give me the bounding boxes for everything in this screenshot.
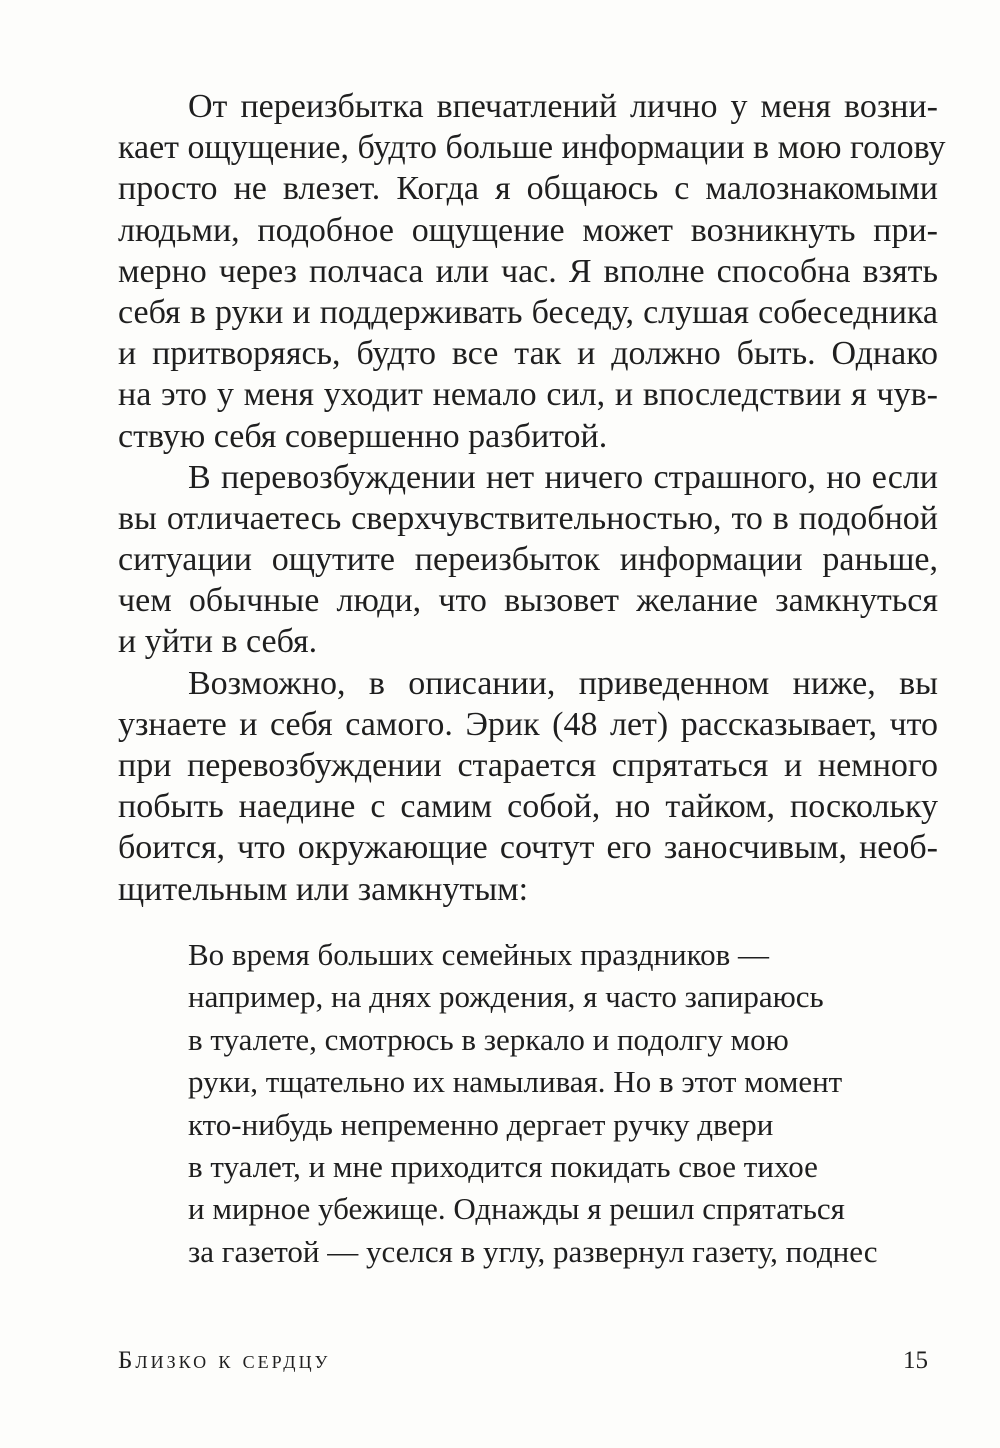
quote-line: Во время больших семейных праздников — xyxy=(188,937,770,972)
page-number: 15 xyxy=(903,1347,928,1374)
text-line: и уйти в себя. xyxy=(118,623,318,661)
quote-line: руки, тщательно их намыливая. Но в этот момент xyxy=(188,1064,843,1100)
text-line: В перевозбуждении нет ничего страшного, но если xyxy=(188,458,938,496)
text-line: при перевозбуждении старается спрятаться и немного xyxy=(118,747,938,784)
text-line: чем обычные люди, что вызовет желание замкнуться xyxy=(118,582,938,620)
text-line: людьми, подобное ощущение может возникнуть при- xyxy=(118,211,938,249)
text-line: на это у меня уходит немало сил, и впоследствии я чув- xyxy=(118,376,938,414)
text-line: ситуации ощутите переизбыток информации раньше, xyxy=(118,541,938,579)
text-line: боится, что окружающие сочтут его заносчивым, необ- xyxy=(118,829,938,867)
text-line: себя в руки и поддерживать беседу, слушая собеседника xyxy=(118,293,938,331)
text-line: мерно через полчаса или час. Я вполне способна взять xyxy=(118,252,938,290)
quote-line: например, на днях рождения, я часто запираюсь xyxy=(188,979,824,1015)
quote-line: кто-нибудь непременно дергает ручку двери xyxy=(188,1106,774,1142)
quote-line: в туалете, смотрюсь в зеркало и подолгу мою xyxy=(188,1021,789,1057)
text-line: побыть наедине с самим собой, но тайком, поскольку xyxy=(118,788,938,826)
text-line: узнаете и себя самого. Эрик (48 лет) рассказывает, что xyxy=(118,705,938,743)
quote-line: и мирное убежище. Однажды я решил спрятаться xyxy=(188,1191,845,1227)
text-line: кает ощущение, будто больше информации в мою голову xyxy=(118,129,946,167)
text-line: ствую себя совершенно разбитой. xyxy=(118,417,608,455)
text-line: просто не влезет. Когда я общаюсь с малознакомыми xyxy=(118,170,938,208)
text-line: От переизбытка впечатлений лично у меня возни- xyxy=(188,88,938,125)
text-line: и притворяясь, будто все так и должно быть. Однако xyxy=(118,335,938,373)
running-footer-title: Близко к сердцу xyxy=(118,1347,331,1374)
quote-line: в туалет, и мне приходится покидать свое тихое xyxy=(188,1148,818,1184)
main-text xyxy=(118,86,946,910)
text-line: вы отличаетесь сверхчувствительностью, то в подобной xyxy=(118,499,938,537)
text-line: Возможно, в описании, приведенном ниже, вы xyxy=(188,664,938,702)
quote-line: за газетой — уселся в углу, развернул газету, поднес xyxy=(188,1233,878,1269)
text-line: щительным или замкнутым: xyxy=(118,870,529,908)
block-quote xyxy=(188,934,928,1273)
